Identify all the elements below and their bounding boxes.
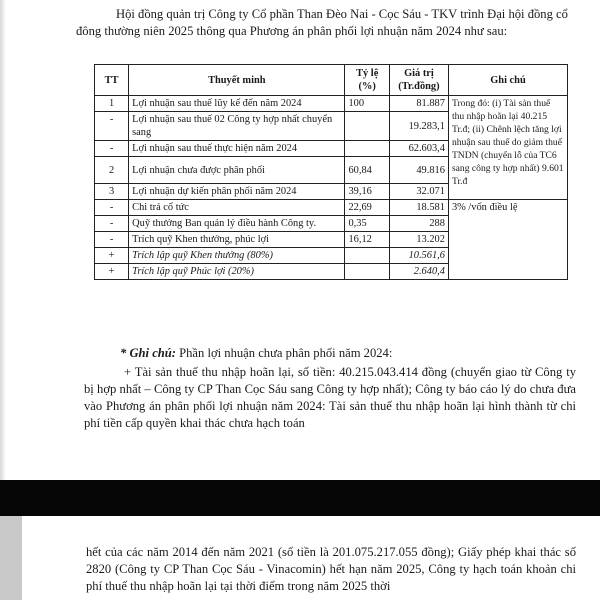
row-description: Lợi nhuận chưa được phân phối <box>129 157 345 184</box>
row-tt: 2 <box>95 157 129 184</box>
row-value: 32.071 <box>389 184 448 200</box>
row-description: Chi trả cổ tức <box>129 200 345 216</box>
row-description: Lợi nhuận dự kiến phân phối năm 2024 <box>129 184 345 200</box>
table-row <box>95 96 568 112</box>
note-heading-text: Phần lợi nhuận chưa phân phối năm 2024: <box>175 346 393 360</box>
page-left-edge-shadow <box>0 0 6 480</box>
row-tt: - <box>95 216 129 232</box>
row-rate <box>345 141 390 157</box>
note-heading <box>120 346 392 361</box>
header-description: Thuyết minh <box>129 65 345 96</box>
row-value: 2.640,4 <box>389 264 448 280</box>
intro-paragraph: Hội đồng quản trị Công ty Cổ phần Than Đèo Nai - Cọc Sáu - TKV trình Đại hội đồng cổ đông thường niên 2025 thông qua Phương án phân phối lợi nhuận năm 2024 như sau: <box>76 7 568 38</box>
row-description: Trích lập quỹ Khen thưởng (80%) <box>129 248 345 264</box>
row-tt: + <box>95 264 129 280</box>
body-paragraph-1: + Tài sản thuế thu nhập hoãn lại, số tiền: 40.215.043.414 đồng (chuyển giao từ Công ty bị hợp nhất – Công ty CP Than Cọc Sáu sang Công ty hợp nhất); Công ty báo cáo lý do chưa đưa vào Phương án phân phối lợi nhuận năm 2024: Tài sản thuế thu nhập hoãn lại hình thành từ chi phí tiền cấp quyền khai thác chưa hạch toán <box>84 365 576 430</box>
header-value: Giá trị (Tr.đồng) <box>389 65 448 96</box>
row-tt: 3 <box>95 184 129 200</box>
row-rate: 22,69 <box>345 200 390 216</box>
table-row <box>95 200 568 216</box>
row-value: 13.202 <box>389 232 448 248</box>
row-description: Lợi nhuận sau thuế thực hiện năm 2024 <box>129 141 345 157</box>
header-tt: TT <box>95 65 129 96</box>
row-rate: 16,12 <box>345 232 390 248</box>
row-rate <box>345 112 390 141</box>
profit-distribution-table <box>94 64 568 280</box>
row-value: 288 <box>389 216 448 232</box>
row-note-block: Trong đó: (i) Tài sản thuế thu nhập hoãn lại 40.215 Tr.đ; (ii) Chênh lệch tăng lợi nhuận sau thuế do giảm thuế TNDN (chuyển lỗ của TC6 sang công ty hợp nhất) 9.601 Tr.đ <box>448 96 567 200</box>
row-tt: + <box>95 248 129 264</box>
header-note: Ghi chú <box>448 65 567 96</box>
document-page-2 <box>0 516 600 600</box>
row-description: Lợi nhuận sau thuế 02 Công ty hợp nhất chuyển sang <box>129 112 345 141</box>
row-note-dividend: 3% /vốn điều lệ <box>448 200 567 280</box>
row-tt: - <box>95 141 129 157</box>
row-description: Trích lập quỹ Phúc lợi (20%) <box>129 264 345 280</box>
row-tt: - <box>95 112 129 141</box>
table-header-row <box>95 65 568 96</box>
page-gap-bar <box>0 480 600 516</box>
row-tt: - <box>95 200 129 216</box>
row-rate <box>345 248 390 264</box>
row-description: Quỹ thưởng Ban quản lý điều hành Công ty. <box>129 216 345 232</box>
row-tt: - <box>95 232 129 248</box>
row-value: 18.581 <box>389 200 448 216</box>
row-tt: 1 <box>95 96 129 112</box>
row-rate: 0,35 <box>345 216 390 232</box>
row-rate: 100 <box>345 96 390 112</box>
row-value: 19.283,1 <box>389 112 448 141</box>
note-label: * Ghi chú: <box>120 346 176 360</box>
body-paragraph-2: hết của các năm 2014 đến năm 2021 (số tiền là 201.075.217.055 đồng); Giấy phép khai thác số 2820 (Công ty CP Than Cọc Sáu - Vinacomin) hết hạn năm 2025, Công ty hạch toán khoản chi phí thuế thu nhập hoãn lại tại thời điểm trong năm 2025 thời <box>86 545 576 593</box>
row-description: Lợi nhuận sau thuế lũy kế đến năm 2024 <box>129 96 345 112</box>
row-rate <box>345 264 390 280</box>
row-rate: 60,84 <box>345 157 390 184</box>
row-value: 81.887 <box>389 96 448 112</box>
page-left-margin-band <box>0 516 22 600</box>
row-description: Trích quỹ Khen thưởng, phúc lợi <box>129 232 345 248</box>
row-value: 49.816 <box>389 157 448 184</box>
row-value: 10.561,6 <box>389 248 448 264</box>
row-value: 62.603,4 <box>389 141 448 157</box>
header-rate: Tỷ lệ (%) <box>345 65 390 96</box>
row-rate: 39,16 <box>345 184 390 200</box>
